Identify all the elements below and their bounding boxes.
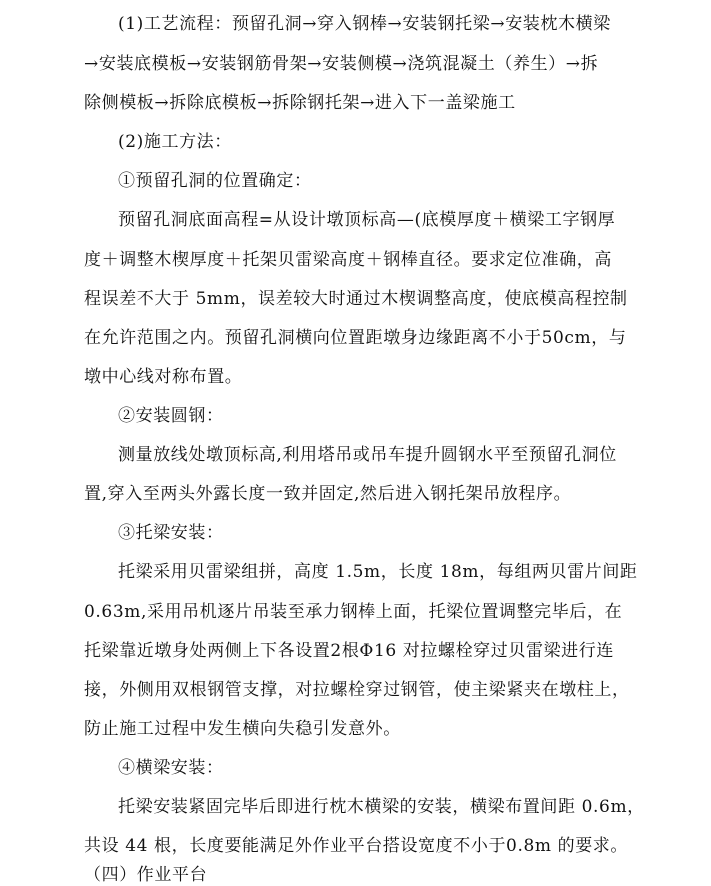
process-flow-line-3: 除侧模板→拆除底模板→拆除钢托架→进入下一盖梁施工: [84, 93, 516, 113]
beam-install-line-3: 托梁靠近墩身处两侧上下各设置2根Φ16 对拉螺栓穿过贝雷梁进行连: [84, 641, 614, 661]
process-flow-line-1: (1)工艺流程：预留孔洞→穿入钢棒→安装钢托梁→安装枕木横梁: [118, 14, 611, 34]
install-round-steel-line-1: 测量放线处墩顶标高,利用塔吊或吊车提升圆钢水平至预留孔洞位: [118, 445, 617, 465]
beam-install-line-2: 0.63m,采用吊机逐片吊装至承力钢棒上面，托梁位置调整完毕后，在: [84, 602, 623, 622]
reserved-hole-paragraph-line-2: 度＋调整木楔厚度＋托架贝雷梁高度＋钢棒直径。要求定位准确，高: [84, 250, 612, 270]
crossbeam-install-line-2: 共设 44 根，长度要能满足外作业平台搭设宽度不小于0.8m 的要求。: [84, 836, 628, 856]
beam-install-heading: ③托梁安装：: [118, 523, 224, 543]
reserved-hole-paragraph-line-4: 在允许范围之内。预留孔洞横向位置距墩身边缘距离不小于50cm，与: [84, 328, 627, 348]
reserved-hole-heading: ①预留孔洞的位置确定：: [118, 171, 312, 191]
crossbeam-install-line-1: 托梁安装紧固完毕后即进行枕木横梁的安装，横梁布置间距 0.6m，: [118, 797, 645, 817]
process-flow-line-2: →安装底模板→安装钢筋骨架→安装侧模→浇筑混凝土（养生）→拆: [84, 54, 599, 74]
install-round-steel-line-2: 置,穿入至两头外露长度一致并固定,然后进入钢托架吊放程序。: [84, 484, 572, 504]
reserved-hole-paragraph-line-5: 墩中心线对称布置。: [84, 367, 243, 387]
beam-install-line-4: 接，外侧用双根钢管支撑，对拉螺栓穿过钢管，使主梁紧夹在墩柱上，: [84, 680, 630, 700]
crossbeam-install-heading: ④横梁安装：: [118, 758, 224, 778]
beam-install-line-1: 托梁采用贝雷梁组拼，高度 1.5m，长度 18m，每组两贝雷片间距: [118, 562, 638, 582]
beam-install-line-5: 防止施工过程中发生横向失稳引发意外。: [84, 719, 401, 739]
work-platform-heading: （四）作业平台: [84, 865, 208, 885]
construction-method-heading: (2)施工方法：: [118, 132, 232, 152]
reserved-hole-paragraph-line-3: 程误差不大于 5mm，误差较大时通过木楔调整高度，使底模高程控制: [84, 289, 628, 309]
reserved-hole-paragraph-line-1: 预留孔洞底面高程=从设计墩顶标高—(底模厚度＋横梁工字钢厚: [118, 210, 616, 230]
install-round-steel-heading: ②安装圆钢：: [118, 406, 224, 426]
